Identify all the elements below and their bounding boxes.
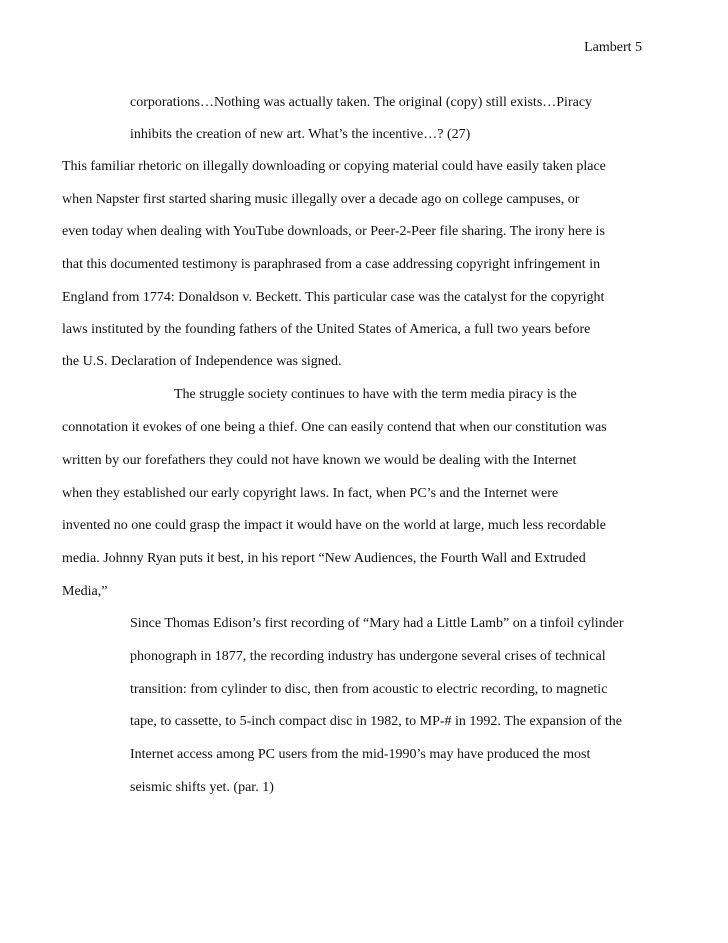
paragraph-line: connotation it evokes of one being a thief. One can easily contend that when our constitution was xyxy=(62,420,607,435)
block-quote-line: inhibits the creation of new art. What’s the incentive…? (27) xyxy=(130,127,471,142)
block-quote-line: seismic shifts yet. (par. 1) xyxy=(130,780,274,795)
paragraph-line: laws instituted by the founding fathers of the United States of America, a full two years before xyxy=(62,322,591,337)
paragraph-line: the U.S. Declaration of Independence was signed. xyxy=(62,354,342,369)
block-quote-line: phonograph in 1877, the recording industry has undergone several crises of technical xyxy=(130,649,606,664)
paragraph-line: when they established our early copyright laws. In fact, when PC’s and the Internet were xyxy=(62,486,559,501)
paragraph-line: when Napster first started sharing music illegally over a decade ago on college campuses, or xyxy=(62,192,580,207)
paragraph-line: media. Johnny Ryan puts it best, in his report “New Audiences, the Fourth Wall and Extruded xyxy=(62,551,586,566)
block-quote-line: Internet access among PC users from the mid-1990’s may have produced the most xyxy=(130,747,591,762)
block-quote-line: tape, to cassette, to 5-inch compact disc in 1982, to MP-# in 1992. The expansion of the xyxy=(130,714,622,729)
paragraph-line: England from 1774: Donaldson v. Beckett. This particular case was the catalyst for the copyright xyxy=(62,290,605,305)
running-head: Lambert 5 xyxy=(584,40,642,55)
block-quote-line: transition: from cylinder to disc, then from acoustic to electric recording, to magnetic xyxy=(130,682,608,697)
block-quote-line: Since Thomas Edison’s first recording of “Mary had a Little Lamb” on a tinfoil cylinder xyxy=(130,616,624,631)
paragraph-line: The struggle society continues to have with the term media piracy is the xyxy=(174,387,577,402)
paragraph-line: that this documented testimony is paraphrased from a case addressing copyright infringement in xyxy=(62,257,601,272)
block-quote-line: corporations…Nothing was actually taken. The original (copy) still exists…Piracy xyxy=(130,95,593,110)
paragraph-line: This familiar rhetoric on illegally downloading or copying material could have easily taken place xyxy=(62,159,606,174)
paragraph-line: invented no one could grasp the impact it would have on the world at large, much less recordable xyxy=(62,518,607,533)
paragraph-line: even today when dealing with YouTube downloads, or Peer-2-Peer file sharing. The irony here is xyxy=(62,224,605,239)
paragraph-line: written by our forefathers they could not have known we would be dealing with the Internet xyxy=(62,453,577,468)
paragraph-line: Media,” xyxy=(62,584,108,599)
